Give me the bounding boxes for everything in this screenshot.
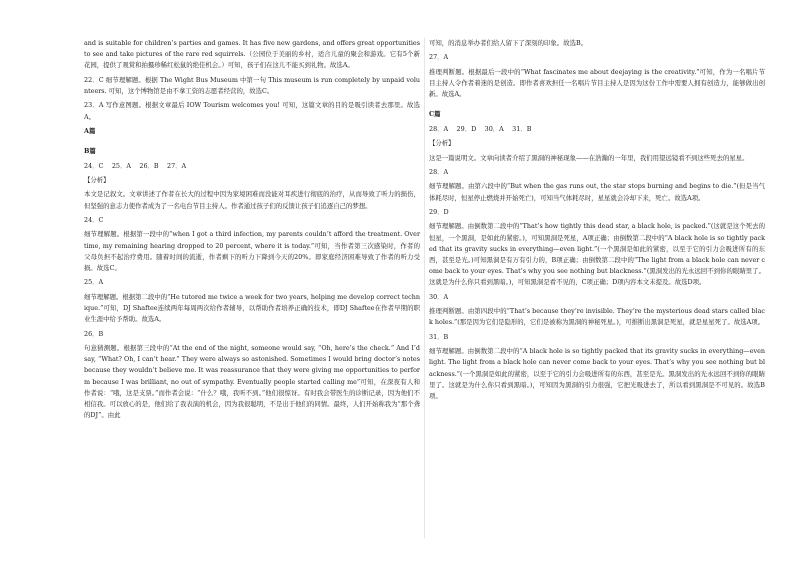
answer-paragraph: 推理判断题。根据最后一段中的“What fascinates me about deejaying is the creativity.”可知，作为一名唱片节目主持人令作者着迷的是创造。即作者喜欢担任一名唱片节目主持人是因为这份工作中需要人拥有创造力，能够做出创新。故选A。 [429, 67, 765, 99]
answer-paragraph: 细节理解题。根据第一段中的“when I got a third infection, my parents couldn’t afford the treatment. Over time, my remaining hearing dropped to 20 percent, where it is today.”可知，当作者第三次感染时，作者的父母负担不起治疗费用。随着时间的流逝，作者剩下的听力下降到今天的20%。即家庭经济困难导致了作者的听力受损。故选C。 [84, 230, 420, 272]
column-divider [424, 38, 425, 538]
answer-paragraph: 句意猜测题。根据第三段中的“At the end of the night, someone would say, “Oh, here’s the check.” And I’d say, “What? Oh, I can’t hear.” They were always so astonished. Sometimes I would bring doctor’s notes because they wouldn’t believe me. It was reassurance that they were giving me opportunities to perform because I was brilliant, no out of sympathy. Eventually people started calling me”可知，在深夜有人和作者说：“哦，这是支票。”而作者会说：“什么？哦，我听不到。”他们很惊讶。有时我会带医生的诊断记录，因为他们不相信我。可以放心的是，他们给了我表演的机会，因为我很聪明，不是出于他们的同情。最终，人们开始称我为“那个聋的DJ”。由此 [84, 343, 420, 420]
answer-paragraph: 27．A [429, 53, 449, 62]
answer-paragraph: 24．C [84, 215, 104, 224]
answer-paragraph: 23．A 写作意图题。根据文章最后 IOW Tourism welcomes you! 可知，这篇文章的目的是吸引读者去那里。故选A。 [84, 101, 420, 121]
answer-paragraph: 25．A [84, 278, 104, 287]
answer-paragraph: 本文是记叙文。文章讲述了作者在长大的过程中因为家境困难而没能对耳疾进行彻底的治疗，从而导致了听力的损伤，但坚强的意志力使作者成为了一名电台节目主持人。作者通过孩子们的反馈让孩子们追逐自己的梦想。 [84, 190, 420, 210]
answer-paragraph: 这是一篇说明文。文章向读者介绍了黑洞的神秘现象——在浩瀚的一年里，我们用望远镜看不到这些死去的星星。 [429, 153, 749, 162]
answer-paragraph: 可知，的消息举办者们给人留下了深刻的印象。故选B。 [429, 39, 588, 47]
answer-paragraph: 24．C 25．A 26．B 27．A [84, 161, 187, 170]
answer-paragraph: 【分析】 [84, 175, 110, 184]
section-heading: B篇 [84, 147, 96, 156]
answer-paragraph: 细节理解题。由第六段中的“But when the gas runs out, the star stops burning and begins to die.”(但是当气体耗尽时，恒星停止燃烧并开始死亡)，可知当气体耗尽时，星星就会冷却下来，死亡。故选A项。 [429, 182, 765, 202]
answer-paragraph: 29．D [429, 207, 449, 216]
section-heading: C篇 [429, 110, 441, 119]
answer-paragraph: 【分析】 [429, 139, 455, 148]
answer-paragraph: 细节理解题。由倒数第二段中的“A black hole is so tightly packed that its gravity sucks in everything—even light. The light from a black hole can never come back to your eyes. That’s why you see nothing but blackness.”(一个黑洞是如此的紧密，以至于它的引力会吸进所有的东西，甚至是光。黑洞发出的光永远回不到你的眼睛里了。这就是为什么你只看到黑暗。)，可知因为黑洞的引力很强，它把光吸进去了，所以看到黑洞是不可见的。故选B项。 [429, 347, 765, 400]
answer-paragraph: and is suitable for children’s parties and games. It has five new gardens, and offers great opportunities to see and take pictures of the rare red squirrels.（公园位于美丽的乡村，适合儿童的聚会和游戏。它有5个新花园，提供了观赏和拍摄珍稀红松鼠的绝佳机会。）可知，孩子们在这儿不能买到礼物。故选A。 [84, 39, 420, 70]
answer-paragraph: 30．A [429, 292, 449, 301]
right-column [429, 38, 765, 405]
answer-paragraph: 28．A 29．D 30．A 31．B [429, 124, 532, 133]
answer-paragraph: 28．A [429, 167, 449, 176]
answer-paragraph: 31．B [429, 332, 449, 341]
answer-paragraph: 推理判断题。由第四段中的“That’s because they’re invisible. They’re the mysterious dead stars called black holes.”(那是因为它们是隐形的，它们是被称为黑洞的神秘死星。)，可推断出黑洞是死星，就是星星死了。故选A项。 [429, 307, 765, 327]
left-column [84, 38, 420, 425]
answer-paragraph: 细节理解题。由倒数第二段中的“That’s how tightly this dead star, a black hole, is packed.”(这就是这个死去的恒星，一个黑洞，是如此的紧密。)，可知黑洞是死星，A项正确；由倒数第二段中的“A black hole is so tightly packed that its gravity sucks in everything—even light.”(一个黑洞是如此的紧密，以至于它的引力会吸进所有的东西，甚至是光。)可知黑洞是有万有引力的，B项正确；由倒数第二段中的“The light from a black hole can never come back to your eyes. That’s why you see nothing but blackness.”(黑洞发出的光永远回不到你的眼睛里了。这就是为什么你只看到黑暗。)，可知黑洞是看不见的，C项正确；D项内容本文未提及。故选D项。 [429, 222, 765, 287]
answer-paragraph: 细节理解题。根据第二段中的“He tutored me twice a week for two years, helping me develop correct technique.”可知，DJ Shaftee连续两年每周两次给作者辅导，以帮助作者培养正确的技术，即DJ Shaftee在作者早期的职业生涯中给予帮助。故选A。 [84, 292, 420, 324]
answer-paragraph: 22．C 细节理解题。根据 The Wight Bus Museum 中第一句 This museum is run completely by unpaid volunteers. 可知，这个博物馆是由不拿工资的志愿者经营的，故选C。 [84, 75, 420, 95]
section-heading: A篇 [84, 126, 96, 135]
answer-paragraph: 26．B [84, 329, 104, 338]
